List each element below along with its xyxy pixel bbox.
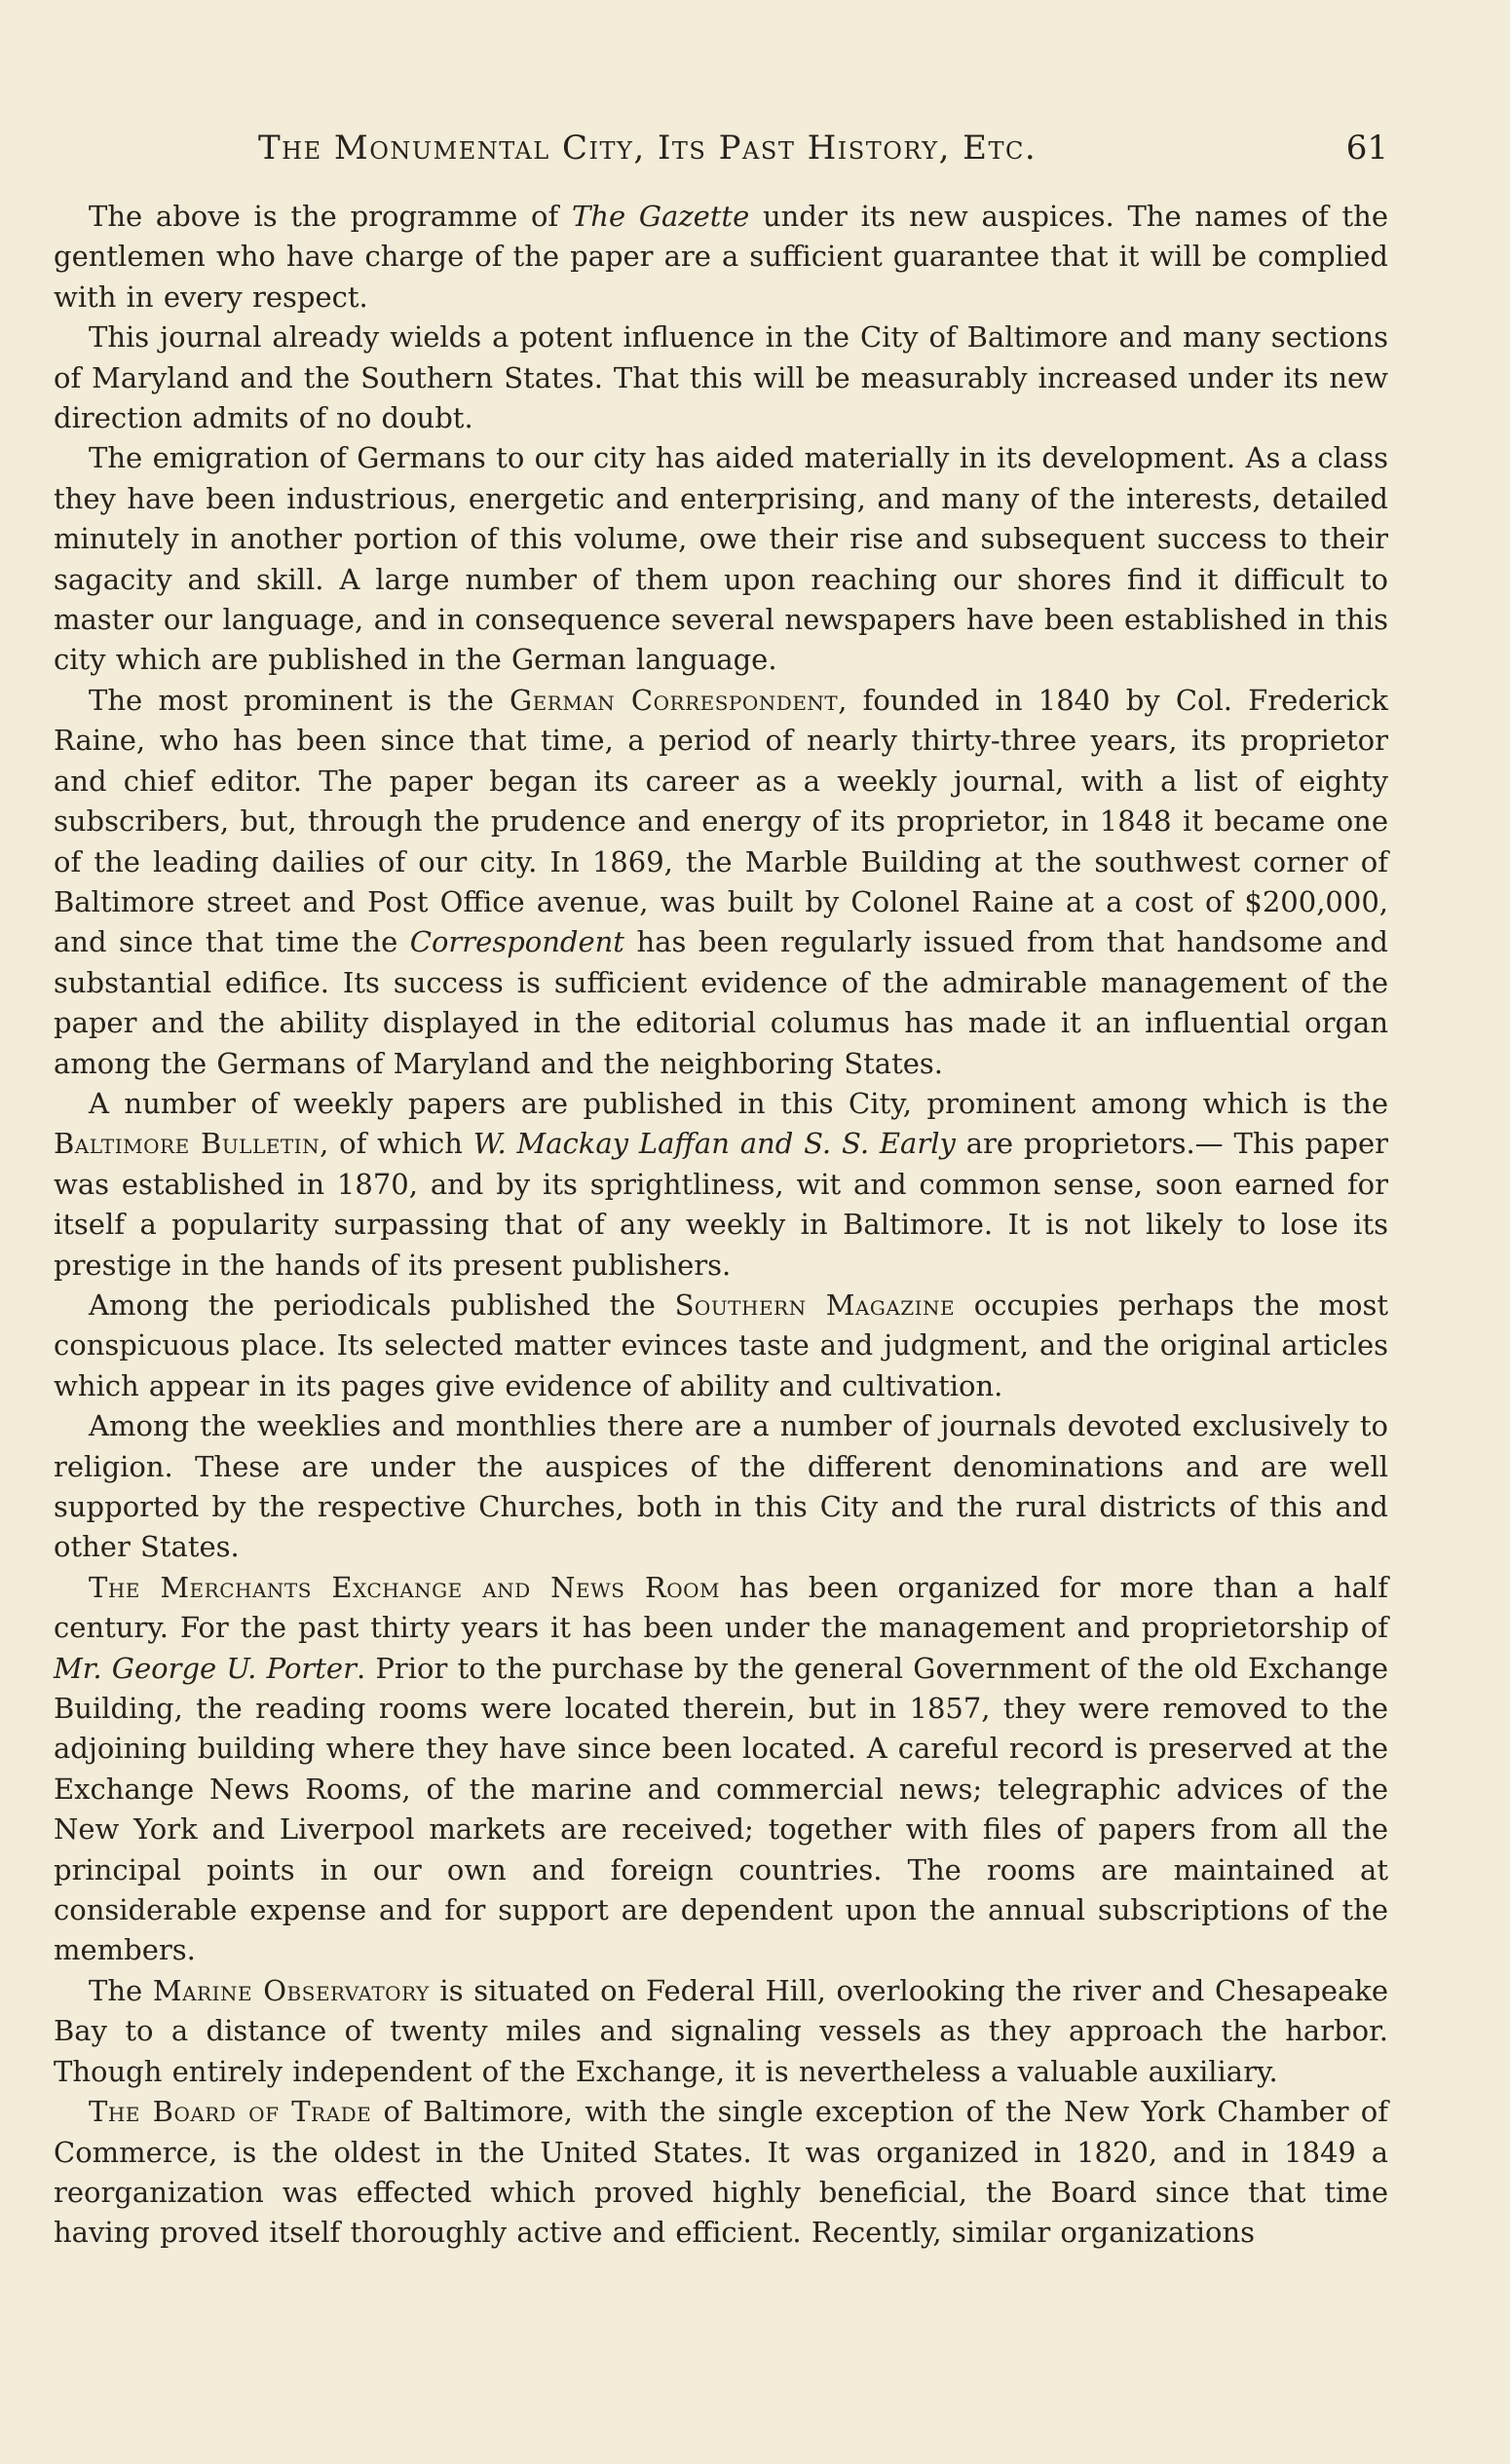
text-run: occupies perhaps the most conspicuous place. Its selected matter evinces taste and judgment, and the original articles which appear in its pages give evidence of ability and cultivation. bbox=[54, 1288, 1389, 1402]
text-run: are proprietors.— This paper was established in 1870, and by its sprightliness, wit and common sense, soon earned for itself a popularity surpassing that of any weekly in Baltimore. It is not likely to lose its prestige in the hands of its present publishers. bbox=[54, 1127, 1388, 1282]
paragraph bbox=[54, 2092, 1388, 2254]
text-run: The most prominent is the bbox=[89, 683, 510, 717]
body-text bbox=[54, 197, 1388, 2254]
italic-text: Correspondent bbox=[409, 925, 624, 959]
small-caps-text: The Board of Trade bbox=[89, 2095, 372, 2129]
text-run: , of which bbox=[320, 1127, 473, 1161]
small-caps-text: Marine Observatory bbox=[152, 1973, 430, 2007]
text-run: The above is the programme of bbox=[89, 200, 572, 233]
page-number: 61 bbox=[1345, 129, 1388, 168]
italic-text: Mr. George U. Porter bbox=[54, 1651, 357, 1685]
text-run: Among the weeklies and monthlies there are a number of journals devoted exclusively to religion. These are under the auspices of the different denominations and are well supported by the respective Churches, both in this City and the rural districts of this and other States. bbox=[54, 1409, 1388, 1564]
italic-text: W. Mackay Laffan and S. S. Early bbox=[472, 1127, 956, 1161]
running-head: The Monumental City, Its Past History, Etc. bbox=[258, 129, 1038, 168]
text-run: Among the periodicals published the bbox=[89, 1288, 675, 1322]
text-run: The bbox=[89, 1973, 153, 2007]
paragraph bbox=[54, 317, 1388, 438]
text-run: A number of weekly papers are published in this City, prominent among which is the bbox=[89, 1086, 1388, 1120]
text-run: is situated on Federal Hill, overlooking the river and Chesapeake Bay to a distance of twenty miles and signaling vessels as they approach the harbor. Though entirely independent of the Exchange, it is nevertheless a valuable auxiliary. bbox=[54, 1973, 1389, 2088]
small-caps-text: Southern Magazine bbox=[674, 1288, 956, 1322]
text-run: has been regularly issued from that handsome and substantial edifice. Its success is sufficient evidence of the admirable management of the paper and the ability displayed in the editorial columus has made it an influential organ among the Germans of Maryland and the neighboring States. bbox=[54, 925, 1388, 1080]
text-run: under its new auspices. The names of the gentlemen who have charge of the paper are a sufficient guarantee that it will be complied with in every respect. bbox=[54, 200, 1388, 314]
text-run: The emigration of Germans to our city has aided materially in its development. As a class they have been industrious, energetic and enterprising, and many of the interests, detailed minutely in another portion of this volume, owe their rise and subsequent success to their sagacity and skill. A large number of them upon reaching our shores find it difficult to master our language, and in consequence several newspapers have been established in this city which are published in the German language. bbox=[54, 441, 1388, 677]
small-caps-text: The Merchants Exchange and News Room bbox=[89, 1570, 720, 1604]
paragraph bbox=[54, 1286, 1388, 1406]
text-run: This journal already wields a potent influence in the City of Baltimore and many sections of Maryland and the Southern States. That this will be measurably increased under its new direction admits of no doubt. bbox=[54, 320, 1388, 435]
text-run: , founded in 1840 by Col. Frederick Raine, who has been since that time, a period of nearly thirty-three years, its proprietor and chief editor. The paper began its career as a weekly journal, with a list of eighty subscribers, but, through the prudence and energy of its proprietor, in 1848 it became one of the leading dailies of our city. In 1869, the Marble Building at the southwest corner of Baltimore street and Post Office avenue, was built by Colonel Raine at a cost of $200,000, and since that time the bbox=[54, 683, 1389, 959]
paragraph bbox=[54, 1971, 1388, 2092]
page-header bbox=[258, 129, 1388, 177]
paragraph bbox=[54, 1084, 1388, 1286]
text-run: of Baltimore, with the single exception of the New York Chamber of Commerce, is the oldest in the United States. It was organized in 1820, and in 1849 a reorganization was effected which proved highly beneficial, the Board since that time having proved itself thoroughly active and efficient. Recently, similar organizations bbox=[54, 2095, 1388, 2250]
text-run: has been organized for more than a half century. For the past thirty years it has been under the management and proprietorship of bbox=[54, 1570, 1388, 1645]
paragraph bbox=[54, 1568, 1388, 1971]
small-caps-text: German Correspondent bbox=[510, 683, 839, 717]
paragraph bbox=[54, 197, 1388, 317]
small-caps-text: Baltimore Bulletin bbox=[54, 1127, 321, 1161]
paragraph bbox=[54, 1406, 1388, 1568]
italic-text: The Gazette bbox=[571, 200, 750, 233]
paragraph bbox=[54, 681, 1388, 1084]
text-run: . Prior to the purchase by the general Government of the old Exchange Building, the reading rooms were located therein, but in 1857, they were removed to the adjoining building where they have since been located. A careful record is preserved at the Exchange News Rooms, of the marine and commercial news; telegraphic advices of the New York and Liverpool markets are received; together with files of papers from all the principal points in our own and foreign countries. The rooms are maintained at considerable expense and for support are dependent upon the annual subscriptions of the members. bbox=[54, 1651, 1388, 1967]
paragraph bbox=[54, 438, 1388, 680]
